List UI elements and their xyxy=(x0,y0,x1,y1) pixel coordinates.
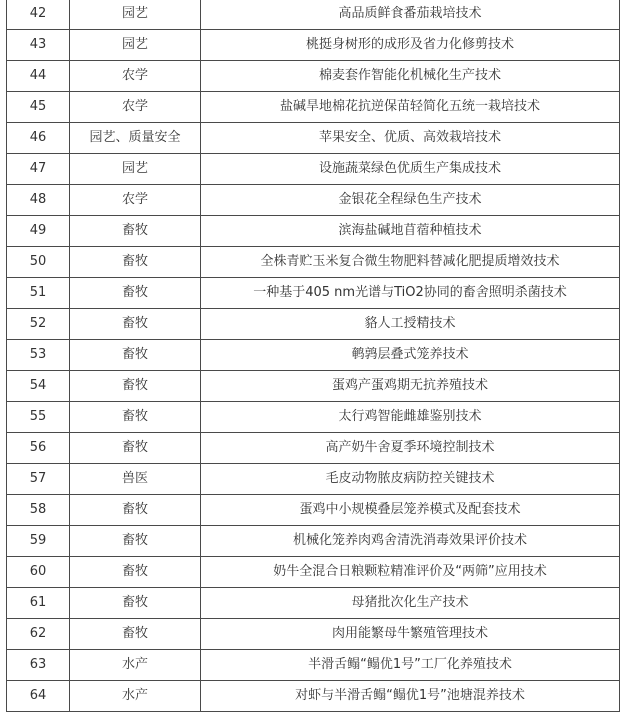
table-row xyxy=(7,185,620,216)
table-row xyxy=(7,433,620,464)
row-number-cell: 48 xyxy=(7,185,70,216)
category-cell: 畜牧 xyxy=(70,247,201,278)
row-number-cell: 44 xyxy=(7,61,70,92)
table-row xyxy=(7,247,620,278)
category-cell: 畜牧 xyxy=(70,588,201,619)
row-number-cell: 59 xyxy=(7,526,70,557)
table-row xyxy=(7,681,620,712)
row-number-cell: 49 xyxy=(7,216,70,247)
technology-name-cell: 奶牛全混合日粮颗粒精准评价及“两筛”应用技术 xyxy=(201,557,620,588)
row-number-cell: 58 xyxy=(7,495,70,526)
technology-name-cell: 棉麦套作智能化机械化生产技术 xyxy=(201,61,620,92)
table-row xyxy=(7,340,620,371)
table-row xyxy=(7,371,620,402)
row-number-cell: 60 xyxy=(7,557,70,588)
category-cell: 畜牧 xyxy=(70,433,201,464)
category-cell: 畜牧 xyxy=(70,371,201,402)
row-number-cell: 50 xyxy=(7,247,70,278)
table-row xyxy=(7,123,620,154)
category-cell: 畜牧 xyxy=(70,619,201,650)
row-number-cell: 56 xyxy=(7,433,70,464)
category-cell: 水产 xyxy=(70,681,201,712)
technology-name-cell: 鹌鹑层叠式笼养技术 xyxy=(201,340,620,371)
row-number-cell: 52 xyxy=(7,309,70,340)
category-cell: 园艺、质量安全 xyxy=(70,123,201,154)
table-row xyxy=(7,92,620,123)
technology-name-cell: 机械化笼养肉鸡舍清洗消毒效果评价技术 xyxy=(201,526,620,557)
row-number-cell: 46 xyxy=(7,123,70,154)
technology-name-cell: 蛋鸡产蛋鸡期无抗养殖技术 xyxy=(201,371,620,402)
category-cell: 园艺 xyxy=(70,30,201,61)
technology-name-cell: 对虾与半滑舌鳎“鳎优1号”池塘混养技术 xyxy=(201,681,620,712)
table-row xyxy=(7,495,620,526)
category-cell: 兽医 xyxy=(70,464,201,495)
technology-name-cell: 肉用能繁母牛繁殖管理技术 xyxy=(201,619,620,650)
row-number-cell: 45 xyxy=(7,92,70,123)
table-body xyxy=(7,0,620,712)
technology-name-cell: 桃挺身树形的成形及省力化修剪技术 xyxy=(201,30,620,61)
technology-list-table xyxy=(6,0,620,712)
technology-name-cell: 盐碱旱地棉花抗逆保苗轻简化五统一栽培技术 xyxy=(201,92,620,123)
table-row xyxy=(7,402,620,433)
category-cell: 畜牧 xyxy=(70,216,201,247)
category-cell: 畜牧 xyxy=(70,526,201,557)
row-number-cell: 43 xyxy=(7,30,70,61)
table-row xyxy=(7,30,620,61)
category-cell: 园艺 xyxy=(70,154,201,185)
category-cell: 园艺 xyxy=(70,0,201,30)
row-number-cell: 53 xyxy=(7,340,70,371)
category-cell: 畜牧 xyxy=(70,557,201,588)
technology-name-cell: 金银花全程绿色生产技术 xyxy=(201,185,620,216)
technology-name-cell: 蛋鸡中小规模叠层笼养模式及配套技术 xyxy=(201,495,620,526)
technology-name-cell: 设施蔬菜绿色优质生产集成技术 xyxy=(201,154,620,185)
category-cell: 农学 xyxy=(70,61,201,92)
category-cell: 农学 xyxy=(70,185,201,216)
table-row xyxy=(7,588,620,619)
technology-name-cell: 毛皮动物脓皮病防控关键技术 xyxy=(201,464,620,495)
technology-name-cell: 滨海盐碱地苜蓿种植技术 xyxy=(201,216,620,247)
row-number-cell: 61 xyxy=(7,588,70,619)
row-number-cell: 54 xyxy=(7,371,70,402)
technology-name-cell: 半滑舌鳎“鳎优1号”工厂化养殖技术 xyxy=(201,650,620,681)
technology-name-cell: 高产奶牛舍夏季环境控制技术 xyxy=(201,433,620,464)
row-number-cell: 64 xyxy=(7,681,70,712)
category-cell: 畜牧 xyxy=(70,402,201,433)
category-cell: 畜牧 xyxy=(70,309,201,340)
technology-name-cell: 高品质鲜食番茄栽培技术 xyxy=(201,0,620,30)
technology-name-cell: 全株青贮玉米复合微生物肥料替减化肥提质增效技术 xyxy=(201,247,620,278)
technology-name-cell: 貉人工授精技术 xyxy=(201,309,620,340)
row-number-cell: 42 xyxy=(7,0,70,30)
row-number-cell: 62 xyxy=(7,619,70,650)
table-row xyxy=(7,278,620,309)
category-cell: 水产 xyxy=(70,650,201,681)
table-row xyxy=(7,464,620,495)
row-number-cell: 55 xyxy=(7,402,70,433)
table-row xyxy=(7,557,620,588)
category-cell: 畜牧 xyxy=(70,495,201,526)
table-row xyxy=(7,0,620,30)
category-cell: 农学 xyxy=(70,92,201,123)
technology-name-cell: 太行鸡智能雌雄鉴别技术 xyxy=(201,402,620,433)
table-row xyxy=(7,216,620,247)
category-cell: 畜牧 xyxy=(70,278,201,309)
technology-name-cell: 苹果安全、优质、高效栽培技术 xyxy=(201,123,620,154)
table-row xyxy=(7,619,620,650)
table-row xyxy=(7,650,620,681)
table-row xyxy=(7,61,620,92)
category-cell: 畜牧 xyxy=(70,340,201,371)
technology-name-cell: 母猪批次化生产技术 xyxy=(201,588,620,619)
table-row xyxy=(7,526,620,557)
row-number-cell: 63 xyxy=(7,650,70,681)
row-number-cell: 51 xyxy=(7,278,70,309)
table-row xyxy=(7,154,620,185)
row-number-cell: 47 xyxy=(7,154,70,185)
technology-name-cell: 一种基于405 nm光谱与TiO2协同的畜舍照明杀菌技术 xyxy=(201,278,620,309)
row-number-cell: 57 xyxy=(7,464,70,495)
table-row xyxy=(7,309,620,340)
